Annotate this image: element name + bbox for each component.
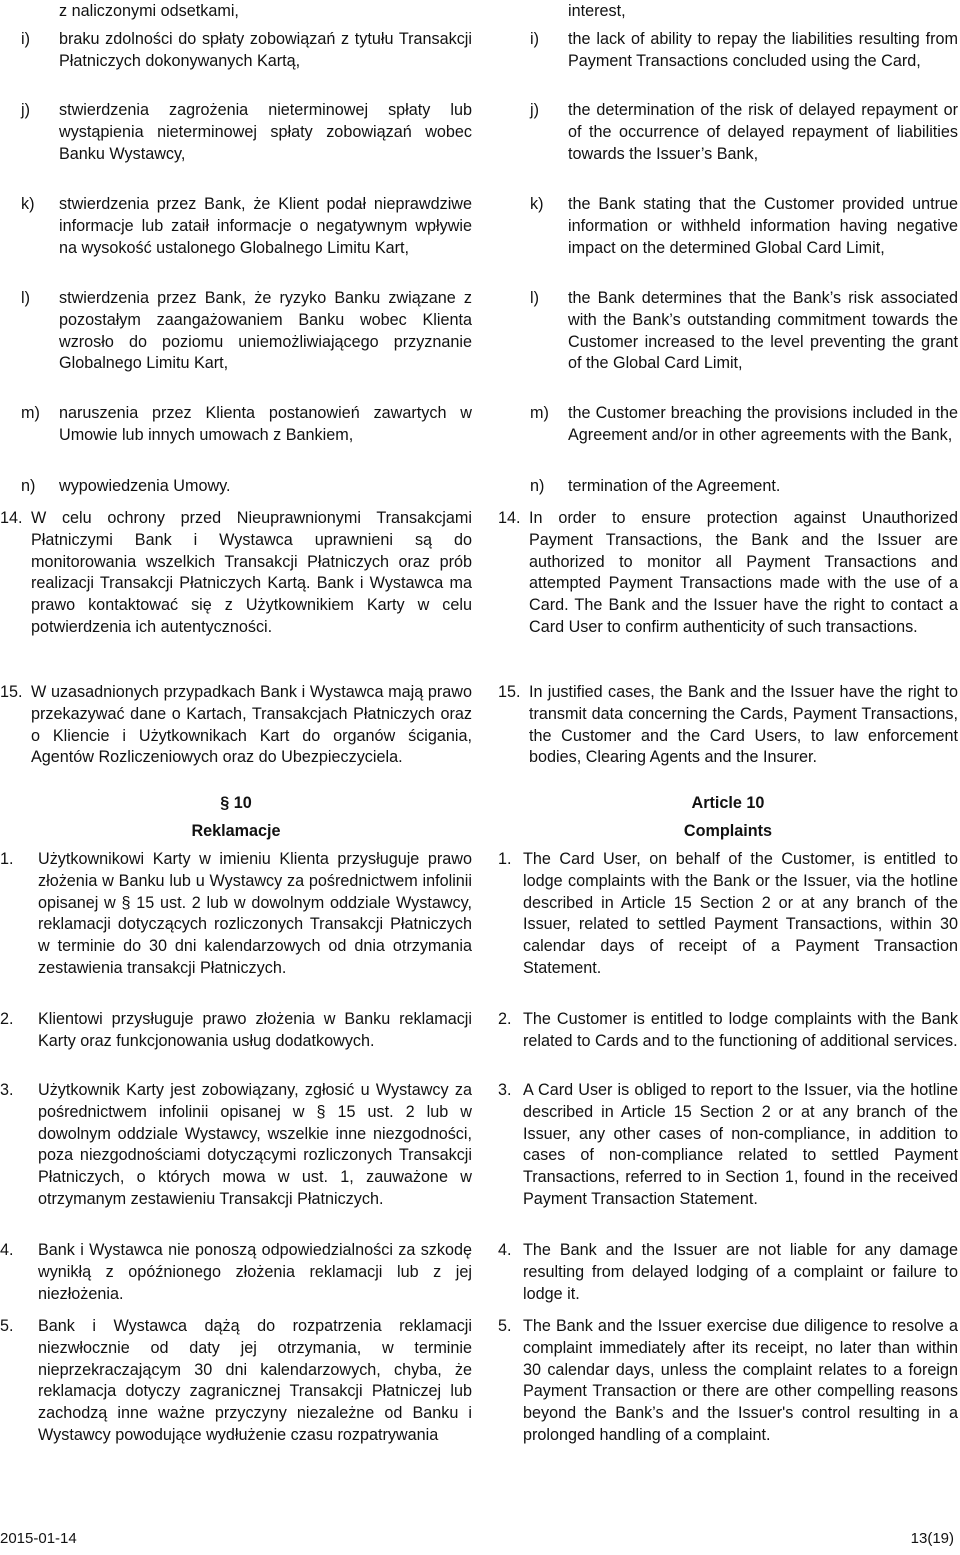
item-number: 1.: [0, 850, 14, 868]
item-text: Klientowi przysługuje prawo złożenia w Banku reklamacji Karty oraz funkcjonowania usług dodatkowych.: [38, 1010, 472, 1050]
pl-complaint-item-4: [0, 1240, 472, 1305]
item-label: j): [21, 101, 30, 119]
pl-item-14: [0, 508, 472, 639]
item-label: j): [530, 101, 539, 119]
item-number: 15.: [498, 683, 521, 701]
item-text: W celu ochrony przed Nieuprawnionymi Transakcjami Płatniczymi Bank i Wystawca uprawnieni są do monitorowania wszelkich Transakcji Płatniczych oraz prób realizacji Transakcji Płatniczych Kartą. Bank i Wystawca ma prawo kontaktować się z Użytkownikiem Karty w celu potwierdzenia ich autentyczności.: [31, 509, 472, 636]
item-number: 3.: [498, 1081, 512, 1099]
item-text: wypowiedzenia Umowy.: [59, 477, 231, 495]
item-text: The Bank and the Issuer are not liable for any damage resulting from delayed lodging of a complaint or failure to lodge it.: [523, 1241, 958, 1303]
footer-date: 2015-01-14: [0, 1530, 77, 1547]
pl-complaint-item-5: [0, 1316, 472, 1447]
en-complaint-item-2: [498, 1009, 958, 1053]
en-complaint-item-3: [498, 1080, 958, 1211]
item-text: The Bank and the Issuer exercise due diligence to resolve a complaint immediately after its receipt, no later than within 30 calendar days, unless the complaint relates to a foreign Payment Transaction or there are other compelling reasons beyond the Bank’s and the Issuer's control resulting in a prolonged handling of a complaint.: [523, 1317, 958, 1444]
item-number: 4.: [0, 1241, 14, 1259]
en-continuation: interest,: [568, 2, 626, 20]
item-text: In justified cases, the Bank and the Issuer have the right to transmit data concerning the Cards, Payment Transactions, the Customer and the Card Users, to law enforcement bodies, Clearing Agents and the Insurer.: [529, 683, 958, 767]
item-label: i): [530, 30, 539, 48]
item-number: 14.: [0, 509, 23, 527]
item-number: 15.: [0, 683, 23, 701]
item-text: stwierdzenia przez Bank, że ryzyko Banku związane z pozostałym zaangażowaniem Banku wobec Klienta wzrosło do poziomu uniemożliwiającego przyznanie Globalnego Limitu Kart,: [59, 289, 472, 373]
item-label: m): [21, 404, 40, 422]
item-text: the Bank determines that the Bank’s risk associated with the Bank’s outstanding commitment towards the Customer increased to the level preventing the grant of the Global Card Limit,: [568, 289, 958, 373]
en-sub-item-l: [498, 288, 958, 375]
item-text: stwierdzenia zagrożenia nieterminowej spłaty lub wystąpienia nieterminowej spłaty zobowiązań wobec Banku Wystawcy,: [59, 101, 472, 163]
item-number: 2.: [0, 1010, 14, 1028]
en-complaint-item-4: [498, 1240, 958, 1305]
pl-sub-item-m: [21, 403, 472, 447]
item-label: m): [530, 404, 549, 422]
item-text: The Customer is entitled to lodge complaints with the Bank related to Cards and to the functioning of additional services.: [523, 1010, 958, 1050]
pl-sub-item-j: [21, 100, 472, 165]
item-text: In order to ensure protection against Unauthorized Payment Transactions, the Bank and the Issuer are authorized to monitor all Payment Transactions and attempted Payment Transactions made with the use of a Card. The Bank and the Issuer have the right to contact a Card User to confirm authenticity of such transactions.: [529, 509, 958, 636]
pl-sub-item-n: [21, 476, 472, 498]
item-label: k): [530, 195, 544, 213]
en-sub-item-j: [498, 100, 958, 165]
item-text: the Customer breaching the provisions included in the Agreement and/or in other agreements with the Bank,: [568, 404, 958, 444]
footer-page-number: 13(19): [910, 1530, 954, 1547]
item-number: 3.: [0, 1081, 14, 1099]
item-text: The Card User, on behalf of the Customer, is entitled to lodge complaints with the Bank or the Issuer, via the hotline described in Article 15 Section 2 or at any branch of the Issuer, related to settled Payment Transactions, within 30 calendar days of receipt of a Payment Transaction Statement.: [523, 850, 958, 977]
item-number: 4.: [498, 1241, 512, 1259]
item-label: i): [21, 30, 30, 48]
item-text: the determination of the risk of delayed repayment or of the occurrence of delayed repayment of liabilities towards the Issuer’s Bank,: [568, 101, 958, 163]
item-text: A Card User is obliged to report to the Issuer, via the hotline described in Article 15 Section 2 or at any branch of the Issuer, any other cases of non-compliance, in addition to cases of non-compliance related to settled Payment Transactions, referred to in Section 1, found in the received Payment Transaction Statement.: [523, 1081, 958, 1208]
item-number: 5.: [498, 1317, 512, 1335]
item-text: the Bank stating that the Customer provided untrue information or withheld information having negative impact on the determined Global Card Limit,: [568, 195, 958, 257]
item-text: stwierdzenia przez Bank, że Klient podał nieprawdziwe informacje lub zataił informacje o negatywnym wpływie na wysokość ustalonego Globalnego Limitu Kart,: [59, 195, 472, 257]
pl-article-number: § 10: [220, 794, 252, 812]
pl-complaint-item-1: [0, 849, 472, 980]
en-complaint-item-5: [498, 1316, 958, 1447]
item-number: 5.: [0, 1317, 14, 1335]
pl-item-15: [0, 682, 472, 769]
pl-complaint-item-3: [0, 1080, 472, 1211]
item-text: naruszenia przez Klienta postanowień zawartych w Umowie lub innych umowach z Bankiem,: [59, 404, 472, 444]
item-text: Użytkownik Karty jest zobowiązany, zgłosić u Wystawcy za pośrednictwem infolinii opisanej w § 15 ust. 2 lub w dowolnym oddziale Wystawcy, wszelkie inne niezgodności, poza niezgodnościami dotyczącymi rozliczonych Transakcji Płatniczych, o których mowa w ust. 1, zauważone w otrzymanym zestawieniu Transakcji Płatniczych.: [38, 1081, 472, 1208]
en-sub-item-n: [498, 476, 958, 498]
item-text: termination of the Agreement.: [568, 477, 781, 495]
en-item-14: [498, 508, 958, 639]
pl-section-heading: Reklamacje: [191, 822, 281, 840]
pl-sub-item-k: [21, 194, 472, 259]
item-label: k): [21, 195, 35, 213]
en-section-heading: Complaints: [683, 822, 773, 840]
item-number: 14.: [498, 509, 521, 527]
pl-complaint-item-2: [0, 1009, 472, 1053]
item-label: n): [530, 477, 545, 495]
item-number: 1.: [498, 850, 512, 868]
en-article-number: Article 10: [691, 794, 765, 812]
item-text: W uzasadnionych przypadkach Bank i Wystawca mają prawo przekazywać dane o Kartach, Transakcjach Płatniczych oraz o Kliencie i Użytkownikach Kart do organów ścigania, Agentów Rozliczeniowych oraz do Ubezpieczyciela.: [31, 683, 472, 767]
en-complaint-item-1: [498, 849, 958, 980]
en-sub-item-k: [498, 194, 958, 259]
item-label: n): [21, 477, 36, 495]
pl-sub-item-l: [21, 288, 472, 375]
item-text: Bank i Wystawca nie ponoszą odpowiedzialności za szkodę wynikłą z opóźnionego złożenia reklamacji lub z jej niezłożenia.: [38, 1241, 472, 1303]
item-text: braku zdolności do spłaty zobowiązań z tytułu Transakcji Płatniczych dokonywanych Kartą,: [59, 30, 472, 70]
en-item-15: [498, 682, 958, 769]
pl-continuation: z naliczonymi odsetkami,: [59, 2, 239, 20]
item-text: Bank i Wystawca dążą do rozpatrzenia reklamacji niezwłocznie od daty jej otrzymania, w terminie nieprzekraczającym 30 dni kalendarzowych, chyba, że reklamacja dotyczy zagranicznej Transakcji Płatniczej lub zachodzą inne ważne przyczyny niezależne od Banku i Wystawcy powodujące wydłużenie czasu rozpatrywania: [38, 1317, 472, 1444]
en-sub-item-m: [498, 403, 958, 447]
pl-sub-item-i: [21, 29, 472, 73]
en-sub-item-i: [498, 29, 958, 73]
item-number: 2.: [498, 1010, 512, 1028]
item-text: Użytkownikowi Karty w imieniu Klienta przysługuje prawo złożenia w Banku lub u Wystawcy za pośrednictwem infolinii opisanej w § 15 ust. 2 lub w dowolnym oddziale Wystawcy, reklamacji dotyczących rozliczonych Transakcji Płatniczych w terminie do 30 dni kalendarzowych od dnia otrzymania zestawienia transakcji Płatniczych.: [38, 850, 472, 977]
item-label: l): [21, 289, 30, 307]
item-label: l): [530, 289, 539, 307]
item-text: the lack of ability to repay the liabilities resulting from Payment Transactions concluded using the Card,: [568, 30, 958, 70]
